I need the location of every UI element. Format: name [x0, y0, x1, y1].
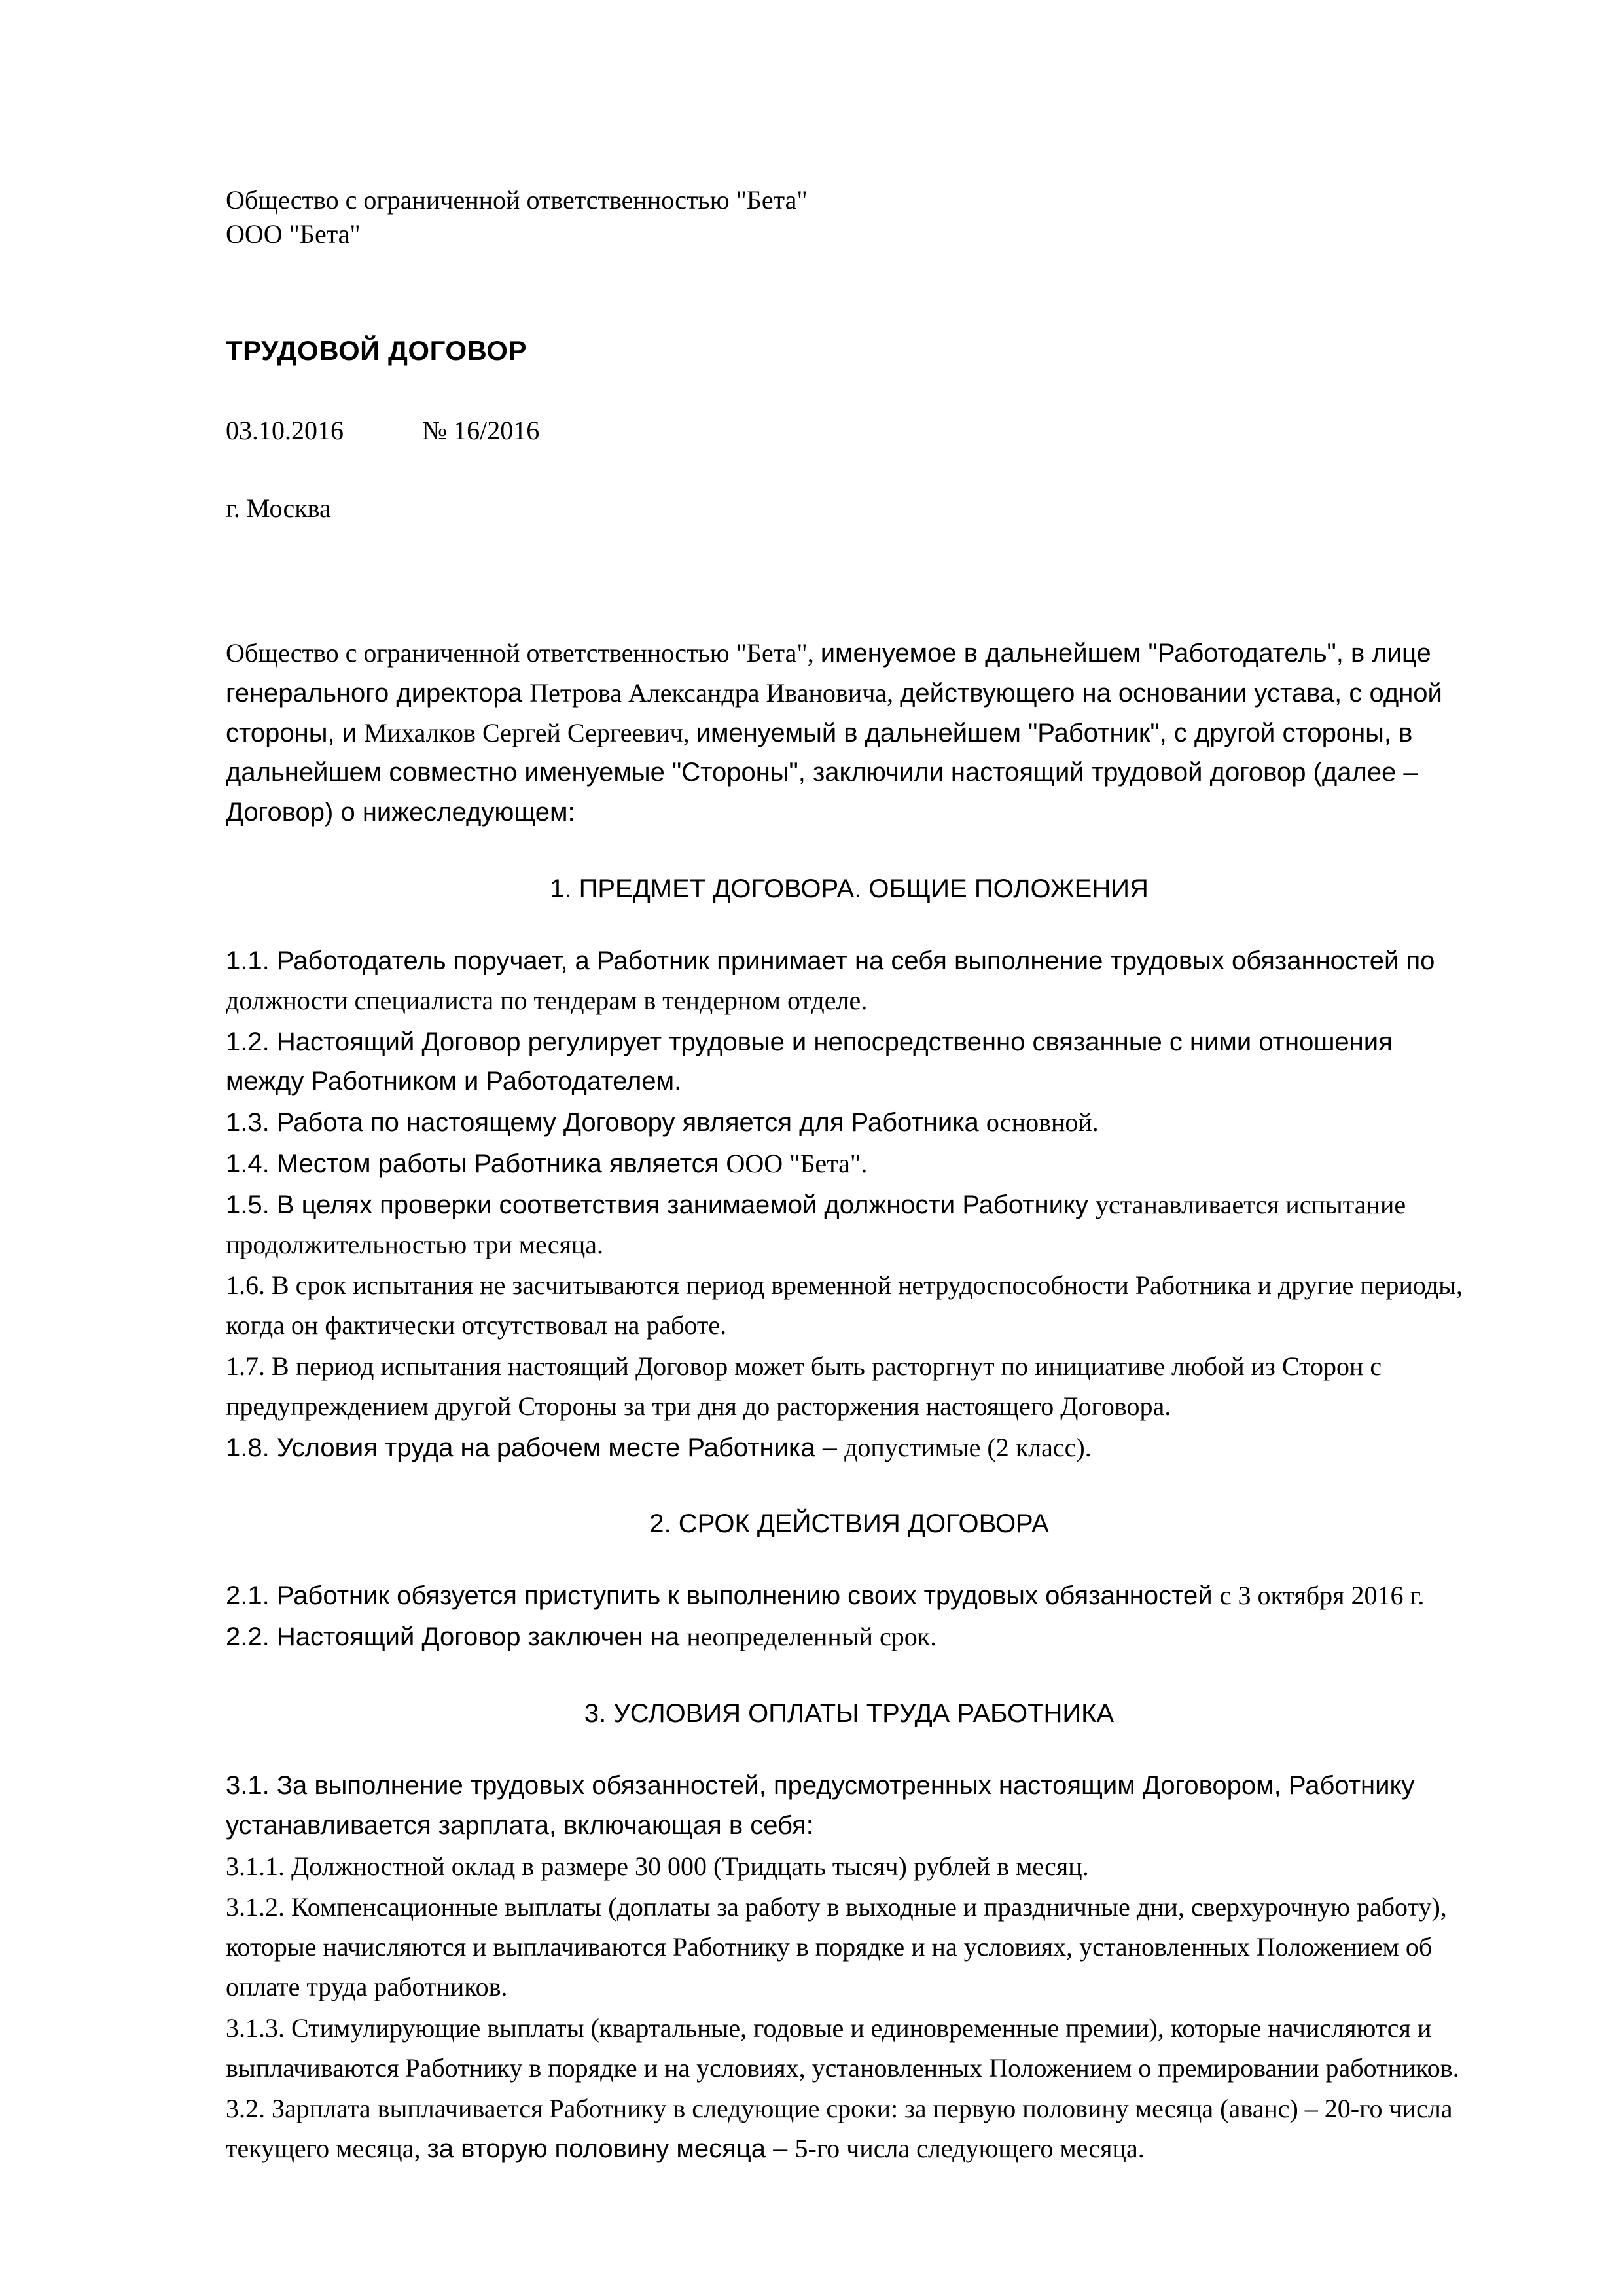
clause-run: основной.	[986, 1107, 1099, 1138]
clause-run: устанавливается испытание продолжительностью три месяца.	[226, 1189, 1406, 1259]
section-2-heading: 2. СРОК ДЕЙСТВИЯ ДОГОВОРА	[649, 1509, 1049, 1539]
clause-run: 5-го числа следующего месяца.	[794, 2134, 1145, 2164]
clause-1-4	[226, 1144, 1472, 1184]
clause-run: 1.1. Работодатель поручает, а Работник принимает на себя выполнение трудовых обязанностей по	[226, 946, 1435, 975]
clause-run: 1.4. Местом работы Работника является	[226, 1149, 726, 1178]
clause-run: 1.7. В период испытания настоящий Договор может быть расторгнут по инициативе любой из Сторон с предупреждением другой Стороны за три дня до расторжения настоящего Договора.	[226, 1351, 1382, 1421]
section-2-clauses	[226, 1576, 1472, 1657]
clause-run: 1.8. Условия труда на рабочем месте Работника –	[226, 1433, 845, 1462]
document-city: г. Москва	[226, 493, 331, 523]
page-title: ТРУДОВОЙ ДОГОВОР	[226, 335, 527, 366]
clause-3-1-3	[226, 2009, 1472, 2089]
clause-1-6	[226, 1266, 1472, 1346]
section-2	[226, 1507, 1472, 1657]
clause-1-3	[226, 1103, 1472, 1143]
section-1-heading: 1. ПРЕДМЕТ ДОГОВОРА. ОБЩИЕ ПОЛОЖЕНИЯ	[550, 874, 1149, 903]
clause-2-2	[226, 1617, 1472, 1657]
clause-3-1-2	[226, 1888, 1472, 2007]
clause-1-7	[226, 1347, 1472, 1427]
letterhead-line-short-name: ООО "Бета"	[226, 219, 361, 249]
clause-run: 3.2. Зарплата выплачивается Работнику в следующие сроки: за первую половину месяца (аванс) – 20-го числа текущего месяца,	[226, 2094, 1453, 2164]
letterhead-line-full-name: Общество с ограниченной ответственностью "Бета"	[226, 185, 808, 215]
document-date: 03.10.2016	[226, 416, 344, 445]
clause-2-1	[226, 1576, 1472, 1616]
section-list	[226, 872, 1472, 2169]
preamble-run-tail: именуемый в дальнейшем "Работник", с другой стороны, в дальнейшем совместно именуемые "Стороны", заключили настоящий трудовой договор (далее – Договор) о нижеследующем:	[226, 718, 1418, 827]
preamble-run-charter: действующего на основании устава,	[900, 678, 1349, 708]
preamble-run-employee-name: Михалков Сергей Сергеевич,	[364, 717, 696, 747]
clause-run: неопределенный срок.	[687, 1622, 937, 1652]
clause-run: ООО "Бета".	[726, 1148, 868, 1178]
section-3	[226, 1696, 1472, 2169]
clause-3-1-1	[226, 1847, 1472, 1887]
clause-run: 2.2. Настоящий Договор заключен на	[226, 1623, 687, 1652]
clause-run: 1.5. В целях проверки соответствия занимаемой должности Работнику	[226, 1190, 1096, 1219]
preamble-paragraph	[226, 634, 1472, 833]
clause-run: 3.1. За выполнение трудовых обязанностей, предусмотренных настоящим Договором, Работнику устанавливается зарплата, включающая в себя:	[226, 1770, 1415, 1840]
preamble-run-company: Общество с ограниченной ответственностью "Бета",	[226, 638, 821, 668]
clause-run: 1.2. Настоящий Договор регулирует трудовые и непосредственно связанные с ними отношения между Работником и Работодателем.	[226, 1027, 1393, 1096]
clause-run: 3.1.2. Компенсационные выплаты (доплаты за работу в выходные и праздничные дни, сверхурочную работу), которые начисляются и выплачиваются Работнику в порядке и на условиях, установленных Положением об оплате труда работников.	[226, 1892, 1447, 2001]
clause-run: допустимые (2 класс).	[844, 1432, 1092, 1462]
clause-run: должности специалиста по тендерам в тендерном отделе.	[226, 985, 868, 1015]
clause-run: с 3 октября 2016 г.	[1219, 1581, 1425, 1611]
document-meta-row	[226, 415, 1472, 446]
letterhead	[226, 183, 1472, 251]
clause-3-1	[226, 1766, 1472, 1846]
section-3-heading: 3. УСЛОВИЯ ОПЛАТЫ ТРУДА РАБОТНИКА	[584, 1698, 1115, 1728]
clause-1-8	[226, 1428, 1472, 1468]
document-number: № 16/2016	[422, 416, 540, 445]
preamble-run-director: Петрова Александра Ивановича,	[529, 677, 901, 708]
clause-1-1	[226, 941, 1472, 1021]
clause-run: 3.1.1. Должностной оклад в размере 30 000 (Тридцать тысяч) рублей в месяц.	[226, 1851, 1089, 1881]
section-1	[226, 872, 1472, 1467]
section-3-clauses	[226, 1766, 1472, 2169]
clause-1-2	[226, 1022, 1472, 1102]
clause-3-2	[226, 2089, 1472, 2169]
clause-1-5	[226, 1185, 1472, 1265]
clause-run: 3.1.3. Стимулирующие выплаты (квартальные, годовые и единовременные премии), которые начисляются и выплачиваются Работнику в порядке и на условиях, установленных Положением о премировании работников.	[226, 2013, 1459, 2083]
section-1-clauses	[226, 941, 1472, 1467]
clause-run: 1.3. Работа по настоящему Договору является для Работника	[226, 1108, 986, 1138]
clause-run: за вторую половину месяца –	[427, 2134, 795, 2164]
preamble-run-oneside: с одной стороны, и	[226, 678, 1442, 747]
preamble-run-employer: именуемое в дальнейшем "Работодатель", в лице генерального директора	[226, 639, 1431, 708]
clause-run: 2.1. Работник обязуется приступить к выполнению своих трудовых обязанностей	[226, 1581, 1220, 1611]
clause-run: 1.6. В срок испытания не засчитываются период временной нетрудоспособности Работника и другие периоды, когда он фактически отсутствовал на работе.	[226, 1270, 1463, 1340]
